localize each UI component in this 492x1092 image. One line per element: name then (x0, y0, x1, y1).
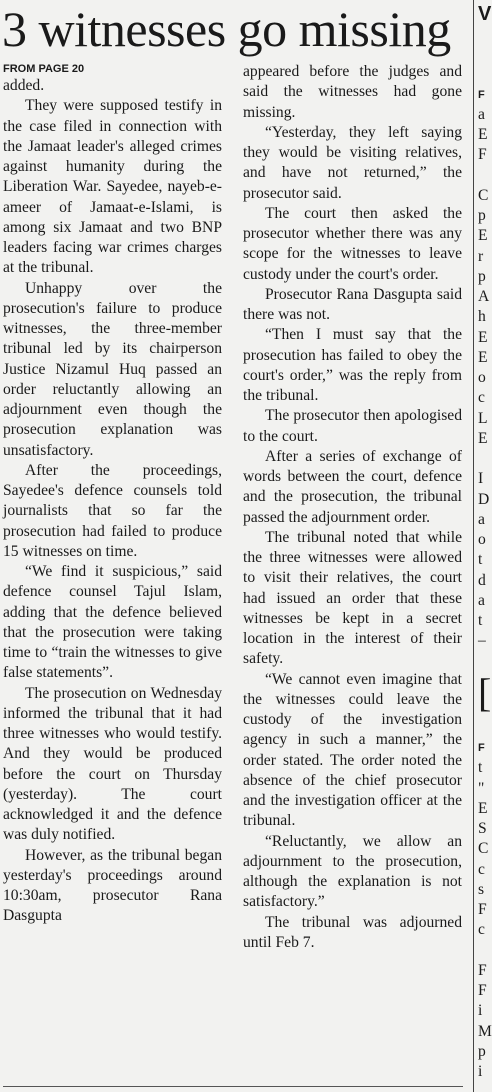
neighbor-letter: a (478, 105, 485, 123)
paragraph: They were supposed testify in the case filed in connection with the Jamaat leader's alleged crimes against humanity during the Liberation War. Sayedee, nayeb-e-ameer of Jamaat-e-Islami, is among six Jamaat and two BNP leaders facing war crimes charges at the tribunal. (3, 97, 222, 277)
neighbor-letter: c (478, 921, 485, 939)
neighbor-letter: A (478, 288, 490, 305)
neighbor-letter: o (478, 369, 486, 386)
paragraph: The tribunal noted that while the three witnesses were allowed to visit their relatives, the court had issued an order that these witnesses be kept in a secret location in the interest of their safety. (243, 528, 462, 668)
neighbor-letter: V (478, 3, 492, 25)
neighbor-letter (478, 166, 490, 186)
neighbor-letter: E (478, 429, 488, 447)
neighbor-letter (478, 449, 490, 469)
paragraph: However, as the tribunal began yesterday's proceedings around 10:30am, prosecutor Rana Dasgupta (3, 846, 222, 925)
neighbor-letter: F (478, 742, 485, 754)
paragraph: “We find it suspicious,” said defence counsel Tajul Islam, adding that the defence believed that the prosecution were taking time to “train the witnesses to give false statements”. (3, 563, 222, 682)
neighbor-letter: t (478, 551, 483, 569)
paragraph: The prosecutor then apologised to the court. (243, 407, 462, 445)
neighbor-letter: p (478, 267, 486, 285)
neighbor-letter: a (478, 591, 485, 609)
neighbor-letter: h (478, 308, 486, 326)
neighbor-letter: d (478, 571, 486, 589)
paragraph: The court then asked the prosecutor whether there was any scope for the witnesses to leave custody under the court's order. (243, 204, 462, 283)
neighbor-article-bottom-fragment (478, 738, 490, 1082)
neighbor-letter: " (478, 779, 485, 797)
neighbor-letter: E (478, 348, 488, 366)
neighbor-letter: p (478, 1042, 486, 1060)
column-divider (473, 0, 474, 1092)
neighbor-letter: F (478, 961, 487, 979)
neighbor-letter: t (478, 759, 483, 777)
neighbor-letter (478, 64, 490, 84)
paragraph: Prosecutor Rana Dasgupta said there was not. (243, 285, 462, 323)
paragraph: Unhappy over the prosecution's failure to produce witnesses, the three-member tribunal led by its chairperson Justice Nizamul Huq passed an order reluctantly allowing an adjournment even though the prosecution explanation was unsatisfactory. (3, 279, 222, 459)
neighbor-letter: C (478, 840, 489, 858)
neighbor-letter: – (478, 632, 486, 650)
neighbor-letter: M (478, 1022, 492, 1040)
article-column-2 (243, 62, 462, 953)
neighbor-letter: F (478, 982, 487, 999)
paragraph: The prosecution on Wednesday informed the tribunal that it had three witnesses who would testify. And they would be produced before the court on Thursday (yesterday). The court acknowledged it and the defence was duly notified. (3, 684, 222, 844)
paragraph: “Then I must say that the prosecution has failed to obey the court's order,” was the reply from the tribunal. (243, 326, 462, 404)
neighbor-letter: s (478, 880, 485, 898)
paragraph: added. (3, 77, 45, 94)
continuation-slug: FROM PAGE 20 (3, 63, 85, 75)
headline: 3 witnesses go missing (2, 1, 451, 57)
neighbor-headline-fragment: [ (478, 670, 492, 715)
article-column-1 (3, 62, 222, 927)
neighbor-letter: F (478, 88, 485, 101)
paragraph: “We cannot even imagine that the witnesses could leave the custody of the investigation agency in such a manner,” the order stated. The order noted the absence of the chief prosecutor and the investigation officer at the tribunal. (243, 670, 462, 830)
neighbor-letter: L (478, 409, 488, 427)
neighbor-letter: i (478, 1063, 483, 1080)
neighbor-letter: i (478, 1002, 483, 1020)
neighbor-letter: r (478, 247, 484, 265)
neighbor-letter (478, 941, 490, 961)
neighbor-letter (478, 44, 490, 64)
neighbor-letter: p (478, 207, 486, 224)
paragraph: appeared before the judges and said the witnesses had gone missing. (243, 63, 462, 121)
paragraph: After the proceedings, Sayedee's defence counsels told journalists that so far the prosecution had failed to produce 15 witnesses on time. (3, 461, 222, 560)
neighbor-article-top-fragment (478, 4, 490, 652)
paragraph: The tribunal was adjourned until Feb 7. (243, 913, 462, 951)
paragraph: “Reluctantly, we allow an adjournment to the prosecution, although the explanation is not satisfactory.” (243, 832, 462, 911)
neighbor-letter: C (478, 186, 489, 204)
neighbor-letter: I (478, 470, 484, 488)
neighbor-letter: c (478, 389, 485, 407)
neighbor-letter: E (478, 227, 488, 245)
neighbor-letter: a (478, 510, 485, 528)
neighbor-letter: E (478, 126, 488, 143)
neighbor-letter: D (478, 490, 490, 508)
neighbor-letter: F (478, 146, 487, 164)
bottom-rule (3, 1086, 463, 1087)
neighbor-letter: o (478, 531, 486, 548)
neighbor-letter: E (478, 799, 488, 817)
neighbor-letter: S (478, 820, 487, 837)
neighbor-letter: c (478, 860, 485, 878)
paragraph: After a series of exchange of words between the court, defence and the prosecution, the tribunal passed the adjournment order. (243, 447, 462, 526)
neighbor-letter: t (478, 612, 483, 629)
neighbor-letter: E (478, 328, 488, 346)
paragraph: “Yesterday, they left saying they would be visiting relatives, and have not returned,” the prosecutor said. (243, 123, 462, 202)
neighbor-letter: F (478, 901, 487, 918)
